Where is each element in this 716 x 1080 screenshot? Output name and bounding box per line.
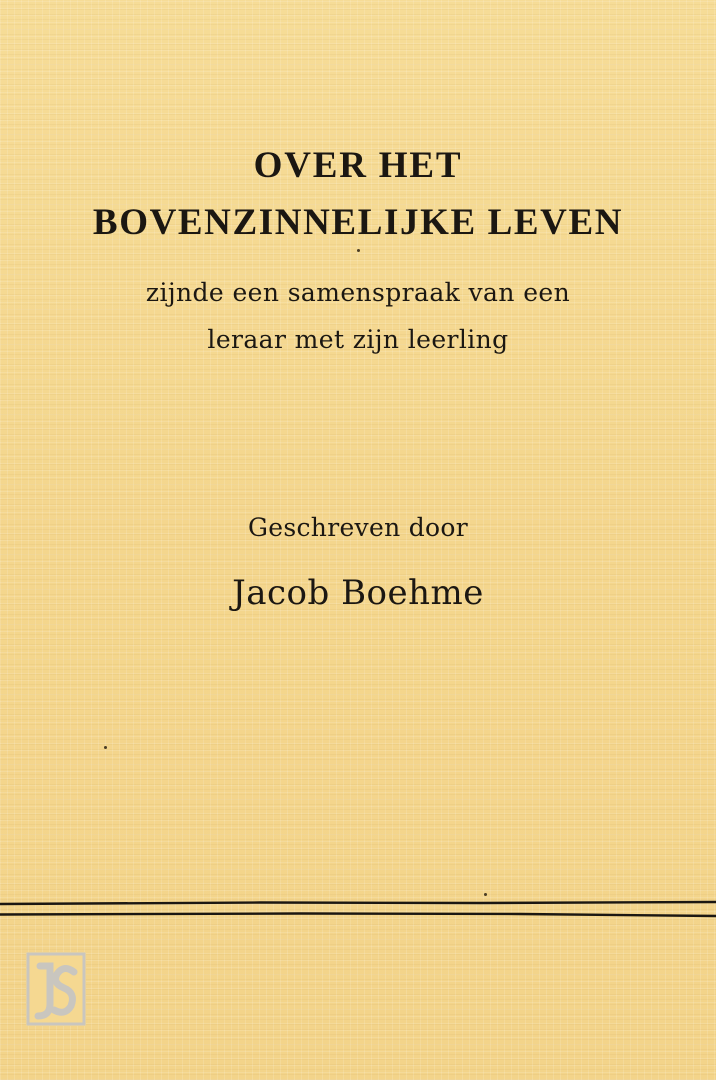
- paper-speck: [484, 893, 487, 896]
- paper-speck: [357, 249, 360, 252]
- subtitle-line-1: zijnde een samenspraak van een: [145, 278, 571, 307]
- author-name: Jacob Boehme: [232, 573, 484, 613]
- js-monogram-logo: [26, 952, 86, 1026]
- title-line-2: BOVENZINNELIJKE LEVEN: [92, 202, 624, 243]
- decorative-double-rule: [0, 890, 716, 930]
- byline: Geschreven door: [248, 513, 468, 542]
- title-line-1: OVER HET: [253, 145, 463, 186]
- subtitle-line-2: leraar met zijn leerling: [207, 325, 509, 354]
- paper-speck: [104, 746, 107, 749]
